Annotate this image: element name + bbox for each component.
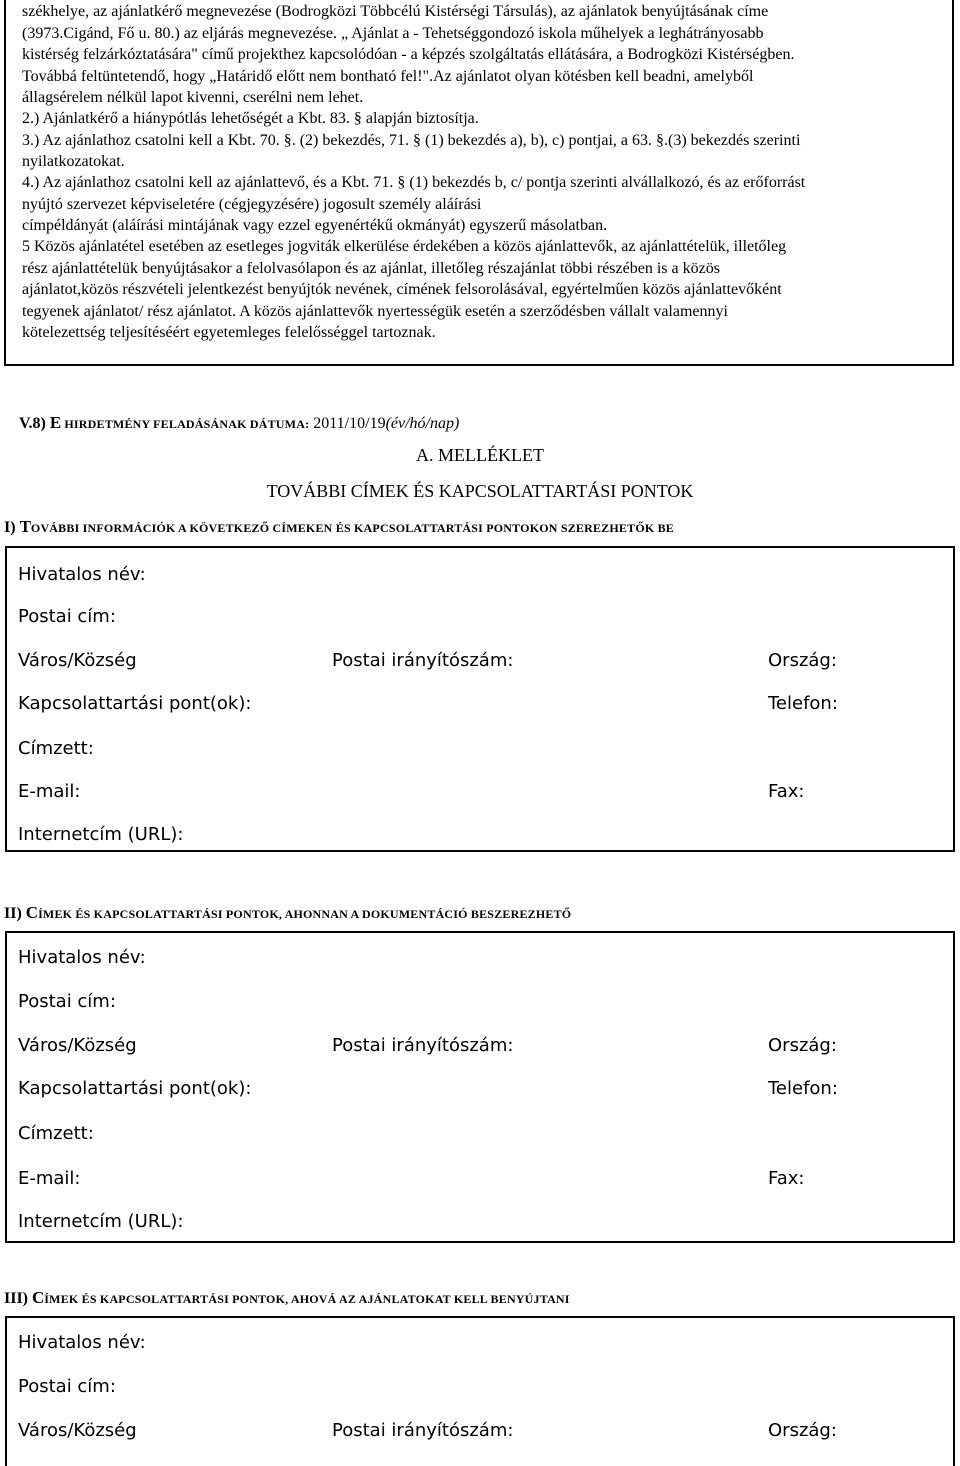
section-roman: II) — [4, 905, 26, 922]
email-label: E-mail: — [18, 781, 81, 802]
country-label: Ország: — [768, 1420, 837, 1441]
email-label: E-mail: — [18, 1168, 81, 1189]
section-iii-heading — [4, 1288, 570, 1308]
contact-points-label: Kapcsolattartási pont(ok): — [18, 693, 252, 714]
official-name-label: Hivatalos név: — [18, 947, 146, 968]
fax-label: Fax: — [768, 781, 805, 802]
conditions-line: címpéldányát (aláírási mintájának vagy ezzel egyenértékű okmányát) egyszerű másolatban. — [22, 217, 608, 234]
postal-address-label: Postai cím: — [18, 991, 116, 1012]
section-roman: III) — [4, 1290, 33, 1307]
postal-address-label: Postai cím: — [18, 1376, 116, 1397]
phone-label: Telefon: — [768, 693, 838, 714]
postal-code-label: Postai irányítószám: — [332, 1420, 514, 1441]
date-format-hint: (év/hó/nap) — [385, 415, 460, 432]
conditions-line: 2.) Ajánlatkérő a hiánypótlás lehetőségét a Kbt. 83. § alapján biztosítja. — [22, 110, 479, 127]
conditions-line: székhelye, az ajánlatkérő megnevezése (Bodrogközi Többcélú Kistérségi Társulás), az ajánlatok benyújtásának címe — [22, 3, 769, 20]
address-form-box-iii — [5, 1316, 955, 1466]
section-i-heading — [4, 517, 674, 537]
conditions-line: ajánlatot,közös részvételi jelentkezést benyújtók nevének, címének felsorolásával, egyértelműen közös ajánlattevőként — [22, 281, 782, 298]
recipient-label: Címzett: — [18, 738, 94, 759]
address-form-box-ii — [5, 931, 955, 1243]
phone-label: Telefon: — [768, 1078, 838, 1099]
heading-initial: E — [49, 413, 62, 432]
conditions-line: tegyenek ajánlatot/ rész ajánlatot. A közös ajánlattevők nyertességük esetén a szerződésben vállalt valamennyi — [22, 303, 728, 320]
city-label: Város/Község — [18, 1420, 137, 1441]
official-name-label: Hivatalos név: — [18, 564, 146, 585]
conditions-line: nyilatkozatokat. — [22, 153, 125, 170]
country-label: Ország: — [768, 650, 837, 671]
section-ii-heading — [4, 903, 571, 923]
heading-text: OVÁBBI INFORMÁCIÓK A KÖVETKEZŐ CÍMEKEN ÉS KAPCSOLATTARTÁSI PONTOKON SZEREZHETŐK BE — [30, 521, 675, 535]
heading-initial: C — [25, 903, 39, 922]
conditions-line: (3973.Cigánd, Fő u. 80.) az eljárás megnevezése. „ Ajánlat a - Tehetséggondozó iskola műhelyek a leghátrányosabb — [22, 25, 764, 42]
fax-label: Fax: — [768, 1168, 805, 1189]
notice-date-heading — [19, 413, 459, 433]
conditions-line: 5 Közös ajánlatétel esetében az esetleges jogviták elkerülése érdekében a közös ajánlattevők, az ajánlattételük, illetőleg — [22, 238, 787, 255]
heading-text: ÍMEK ÉS KAPCSOLATTARTÁSI PONTOK, AHONNAN A DOKUMENTÁCIÓ BESZEREZHETŐ — [38, 907, 572, 921]
conditions-line: 3.) Az ajánlathoz csatolni kell a Kbt. 70. §. (2) bekezdés, 71. § (1) bekezdés a), b), c) pontjai, a 63. §.(3) bekezdés szerinti — [22, 132, 801, 149]
heading-text: ÍMEK ÉS KAPCSOLATTARTÁSI PONTOK, AHOVÁ AZ AJÁNLATOKAT KELL BENYÚJTANI — [44, 1292, 570, 1306]
conditions-line: Továbbá feltüntetendő, hogy „Határidő előtt nem bontható fel!".Az ajánlatot olyan kötésben kell beadni, amelyből — [22, 68, 754, 85]
notice-date: 2011/10/19 — [309, 415, 386, 432]
conditions-line: kötelezettség teljesítéséért egyetemleges felelősséggel tartoznak. — [22, 324, 436, 341]
country-label: Ország: — [768, 1035, 837, 1056]
annex-title: A. MELLÉKLET — [416, 445, 544, 465]
city-label: Város/Község — [18, 650, 137, 671]
section-number: V.8) — [19, 415, 50, 432]
recipient-label: Címzett: — [18, 1123, 94, 1144]
postal-address-label: Postai cím: — [18, 606, 116, 627]
heading-text: HIRDETMÉNY FELADÁSÁNAK DÁTUMA: — [61, 417, 310, 431]
conditions-line: nyújtó szervezet képviseletére (cégjegyzésére) jogosult személy aláírási — [22, 196, 482, 213]
conditions-line: rész ajánlattételük benyújtásakor a felolvasólapon és az ajánlat, illetőleg részajánlat többi részében is a közös — [22, 260, 720, 277]
heading-initial: T — [19, 517, 31, 536]
city-label: Város/Község — [18, 1035, 137, 1056]
annex-subtitle: TOVÁBBI CÍMEK ÉS KAPCSOLATTARTÁSI PONTOK — [266, 481, 694, 501]
postal-code-label: Postai irányítószám: — [332, 1035, 514, 1056]
url-label: Internetcím (URL): — [18, 824, 184, 845]
url-label: Internetcím (URL): — [18, 1211, 184, 1232]
official-name-label: Hivatalos név: — [18, 1332, 146, 1353]
heading-initial: C — [32, 1288, 45, 1307]
contact-points-label: Kapcsolattartási pont(ok): — [18, 1078, 252, 1099]
conditions-line: kistérség felzárkóztatására" című projekthez kapcsolódóan - a képzés szolgáltatás ellátására, a Bodrogközi Kistérségben. — [22, 46, 795, 63]
conditions-text-box — [4, 0, 954, 366]
conditions-line: 4.) Az ajánlathoz csatolni kell az ajánlattevő, és a Kbt. 71. § (1) bekezdés b, c/ pontja szerinti alvállalkozó, és az erőforrást — [22, 174, 806, 191]
postal-code-label: Postai irányítószám: — [332, 650, 514, 671]
address-form-box-i — [5, 546, 955, 852]
section-roman: I) — [4, 519, 20, 536]
conditions-line: állagsérelem nélkül lapot kivenni, cserélni nem lehet. — [22, 89, 364, 106]
